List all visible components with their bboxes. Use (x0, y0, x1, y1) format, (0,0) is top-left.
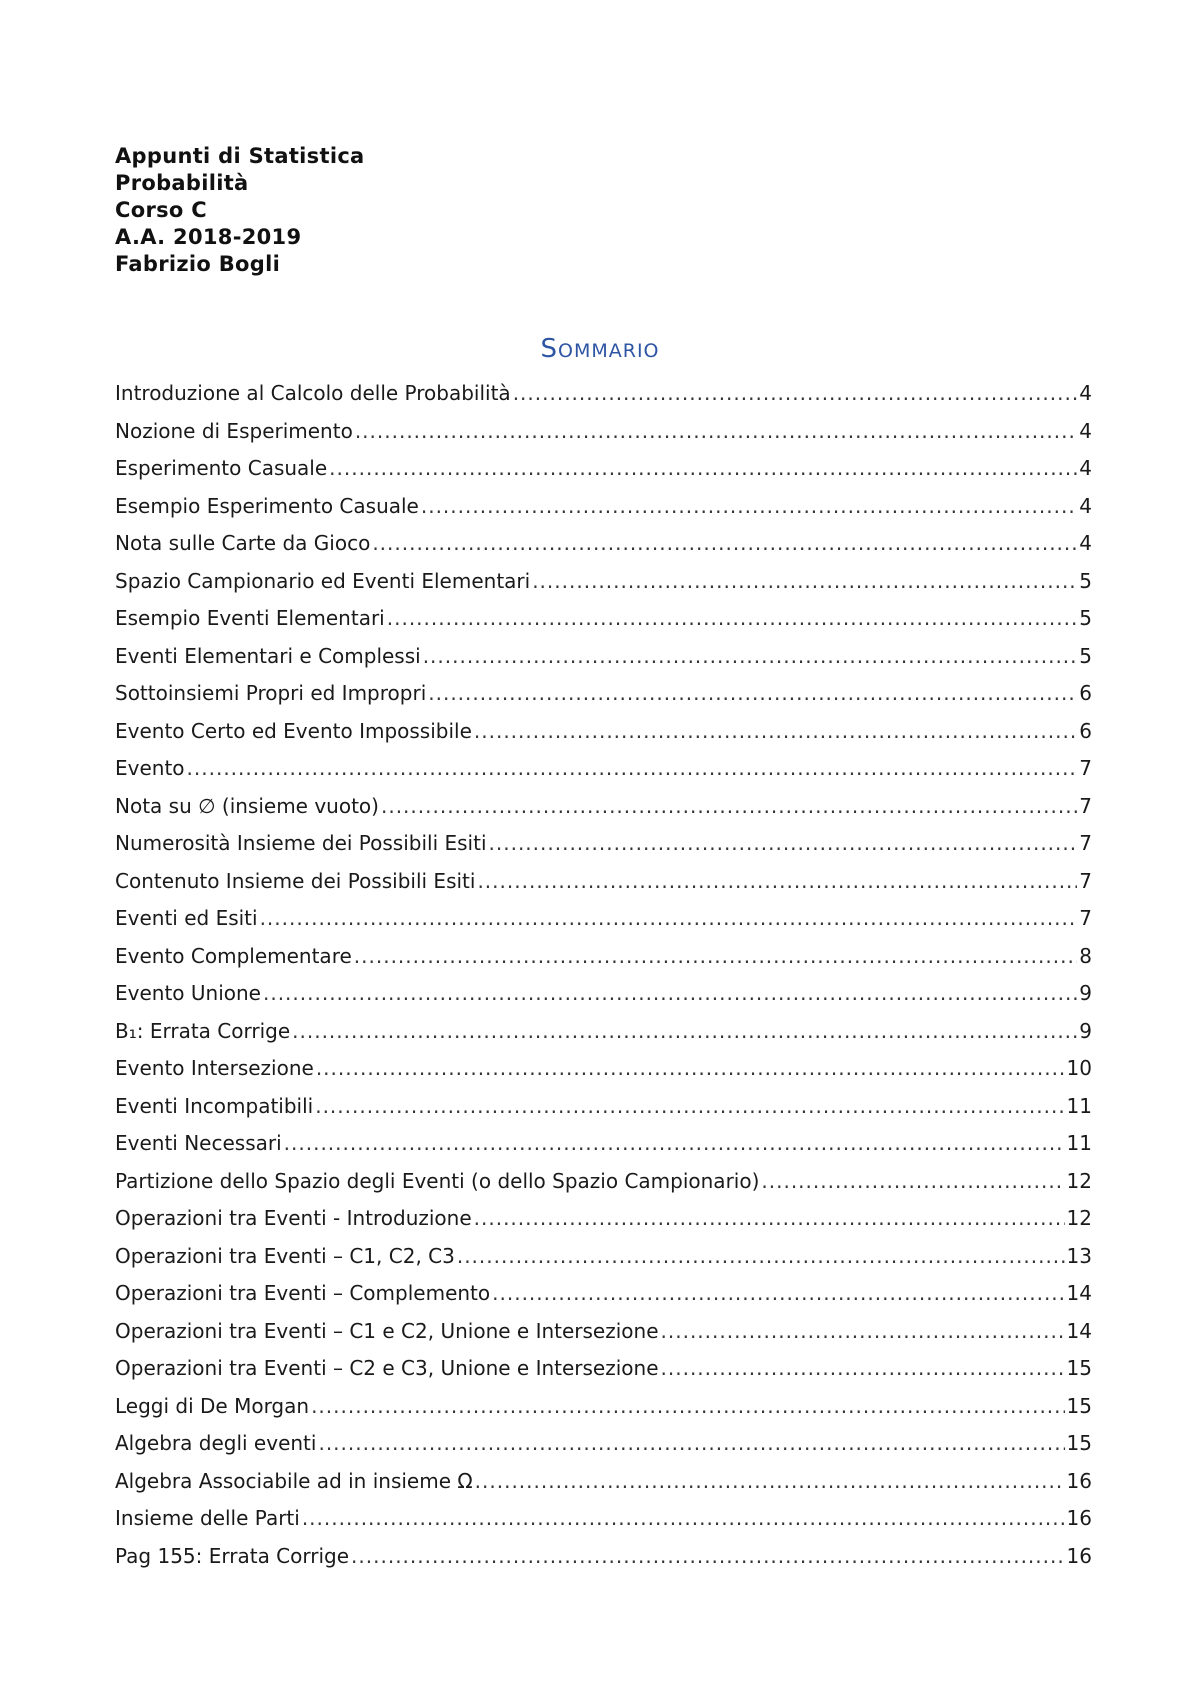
toc-entry-page[interactable]: 14 (1066, 1281, 1092, 1305)
toc-entry-page[interactable]: 7 (1079, 906, 1092, 930)
toc-entry-label[interactable]: Operazioni tra Eventi - Introduzione (115, 1206, 472, 1230)
toc-entry-label[interactable]: Evento Complementare (115, 943, 352, 968)
toc-entry-page[interactable]: 13 (1066, 1243, 1092, 1268)
toc-entry-label[interactable]: Operazioni tra Eventi – C1, C2, C3 (115, 1243, 455, 1268)
toc-entry[interactable] (115, 1019, 1092, 1057)
toc-dot-leader (421, 494, 1077, 518)
toc-dot-leader (761, 1169, 1064, 1193)
header-academic-year: A.A. 2018-2019 (115, 225, 302, 249)
toc-entry[interactable] (115, 1169, 1092, 1207)
toc-entry-label[interactable]: Operazioni tra Eventi – C1 e C2, Unione e Intersezione (115, 1318, 659, 1343)
toc-dot-leader (354, 944, 1077, 968)
toc-dot-leader (329, 456, 1077, 480)
toc-dot-leader (311, 1394, 1064, 1418)
toc-entry-page[interactable]: 14 (1066, 1318, 1092, 1343)
toc-entry-label[interactable]: B₁: Errata Corrige (115, 1018, 291, 1043)
header-author: Fabrizio Bogli (115, 252, 281, 276)
toc-entry-page[interactable]: 9 (1079, 1018, 1092, 1043)
toc-entry-page[interactable]: 4 (1079, 456, 1092, 480)
toc-entry-label[interactable]: Algebra degli eventi (115, 1431, 317, 1455)
toc-entry-label[interactable]: Insieme delle Parti (115, 1506, 300, 1530)
toc-entry-page[interactable]: 16 (1066, 1506, 1092, 1530)
toc-entry-label[interactable]: Nota su ∅ (insieme vuoto) (115, 793, 379, 818)
toc-entry-label[interactable]: Pag 155: Errata Corrige (115, 1543, 350, 1568)
toc-entry[interactable] (115, 494, 1092, 532)
toc-dot-leader (661, 1319, 1065, 1343)
toc-entry-page[interactable]: 16 (1066, 1543, 1092, 1568)
toc-title-rest: OMMARIO (558, 340, 660, 362)
toc-dot-leader (387, 606, 1078, 630)
toc-entry[interactable] (115, 419, 1092, 457)
toc-entry-page[interactable]: 4 (1079, 493, 1092, 518)
toc-entry-page[interactable]: 7 (1079, 756, 1092, 780)
toc-dot-leader (302, 1506, 1065, 1530)
toc-entry-page[interactable]: 15 (1066, 1393, 1092, 1418)
toc-entry-label[interactable]: Numerosità Insieme dei Possibili Esiti (115, 831, 487, 855)
toc-entry[interactable] (115, 644, 1092, 682)
toc-entry[interactable] (115, 794, 1092, 832)
toc-entry[interactable] (115, 606, 1092, 644)
toc-dot-leader (187, 756, 1078, 780)
toc-dot-leader (318, 1431, 1064, 1455)
toc-entry[interactable] (115, 1431, 1092, 1469)
toc-entry[interactable] (115, 569, 1092, 607)
header-topic: Probabilità (115, 171, 249, 195)
toc-entry-label[interactable]: Introduzione al Calcolo delle Probabilità (115, 381, 511, 405)
toc-entry[interactable] (115, 1469, 1092, 1507)
toc-dot-leader (492, 1281, 1064, 1305)
toc-title (0, 334, 1200, 364)
toc-entry[interactable] (115, 831, 1092, 869)
toc-entry[interactable] (115, 1094, 1092, 1132)
toc-entry-label[interactable]: Eventi Necessari (115, 1131, 282, 1155)
toc-entry[interactable] (115, 531, 1092, 569)
toc-entry-label[interactable]: Eventi Incompatibili (115, 1093, 314, 1118)
toc-dot-leader (381, 794, 1077, 818)
toc-dot-leader (457, 1244, 1065, 1268)
toc-entry-label[interactable]: Nota sulle Carte da Gioco (115, 531, 371, 555)
toc-entry-label[interactable]: Spazio Campionario ed Eventi Elementari (115, 568, 531, 593)
toc-entry[interactable] (115, 756, 1092, 794)
toc-entry[interactable] (115, 1394, 1092, 1432)
toc-entry-page[interactable]: 15 (1066, 1356, 1092, 1380)
toc-entry[interactable] (115, 1244, 1092, 1282)
toc-entry[interactable] (115, 1056, 1092, 1094)
toc-dot-leader (260, 906, 1078, 930)
toc-dot-leader (292, 1019, 1077, 1043)
toc-entry-label[interactable]: Partizione dello Spazio degli Eventi (o dello Spazio Campionario) (115, 1168, 760, 1193)
toc-entry[interactable] (115, 1319, 1092, 1357)
toc-dot-leader (661, 1356, 1065, 1380)
toc-entry-label[interactable]: Evento Certo ed Evento Impossibile (115, 718, 472, 743)
toc-entry-page[interactable]: 8 (1079, 943, 1092, 968)
toc-entry-page[interactable]: 16 (1066, 1468, 1092, 1493)
toc-entry-label[interactable]: Nozione di Esperimento (115, 418, 353, 443)
toc-entry-page[interactable]: 6 (1079, 681, 1092, 705)
toc-entry[interactable] (115, 1544, 1092, 1582)
toc-dot-leader (477, 869, 1077, 893)
toc-entry-label[interactable]: Esperimento Casuale (115, 456, 328, 480)
toc-entry-label[interactable]: Eventi Elementari e Complessi (115, 643, 421, 668)
toc-entry-page[interactable]: 4 (1079, 418, 1092, 443)
toc-entry[interactable] (115, 1206, 1092, 1244)
toc-entry-label[interactable]: Sottoinsiemi Propri ed Impropri (115, 681, 427, 705)
toc-dot-leader (315, 1094, 1064, 1118)
toc-entry-page[interactable]: 5 (1079, 606, 1092, 630)
toc-entry-page[interactable]: 6 (1079, 718, 1092, 743)
toc-entry-page[interactable]: 7 (1079, 831, 1092, 855)
toc-entry-page[interactable]: 9 (1079, 981, 1092, 1005)
toc-entry[interactable] (115, 719, 1092, 757)
toc-entry-page[interactable]: 7 (1079, 868, 1092, 893)
toc-dot-leader (513, 381, 1078, 405)
toc-entry[interactable] (115, 456, 1092, 494)
toc-entry[interactable] (115, 906, 1092, 944)
toc-entry-label[interactable]: Evento (115, 756, 185, 780)
toc-dot-leader (532, 569, 1077, 593)
toc-entry-page[interactable]: 11 (1066, 1131, 1092, 1155)
toc-dot-leader (263, 981, 1077, 1005)
toc-entry-label[interactable]: Evento Intersezione (115, 1056, 314, 1080)
toc-entry-label[interactable]: Evento Unione (115, 981, 261, 1005)
toc-entry-page[interactable]: 5 (1079, 568, 1092, 593)
header-course: Corso C (115, 198, 207, 222)
toc-entry-label[interactable]: Contenuto Insieme dei Possibili Esiti (115, 868, 476, 893)
toc-entry-label[interactable]: Algebra Associabile ad in insieme Ω (115, 1468, 473, 1493)
toc-dot-leader (423, 644, 1078, 668)
toc-entry-page[interactable]: 11 (1066, 1093, 1092, 1118)
toc-entry[interactable] (115, 944, 1092, 982)
toc-dot-leader (372, 531, 1077, 555)
table-of-contents (115, 381, 1092, 1581)
toc-dot-leader (428, 681, 1077, 705)
toc-dot-leader (474, 719, 1077, 743)
header-course-title: Appunti di Statistica (115, 144, 365, 168)
toc-entry[interactable] (115, 1281, 1092, 1319)
toc-dot-leader (316, 1056, 1065, 1080)
toc-dot-leader (489, 831, 1078, 855)
toc-entry[interactable] (115, 1131, 1092, 1169)
toc-entry[interactable] (115, 869, 1092, 907)
toc-entry-label[interactable]: Operazioni tra Eventi – C2 e C3, Unione e Intersezione (115, 1356, 659, 1380)
toc-entry[interactable] (115, 1356, 1092, 1394)
toc-entry-label[interactable]: Leggi di De Morgan (115, 1393, 310, 1418)
toc-entry-page[interactable]: 4 (1079, 531, 1092, 555)
toc-entry-page[interactable]: 12 (1066, 1206, 1092, 1230)
toc-entry-page[interactable]: 5 (1079, 643, 1092, 668)
toc-dot-leader (284, 1131, 1065, 1155)
toc-entry[interactable] (115, 681, 1092, 719)
toc-entry[interactable] (115, 981, 1092, 1019)
toc-entry[interactable] (115, 1506, 1092, 1544)
toc-entry-page[interactable]: 4 (1079, 381, 1092, 405)
toc-dot-leader (475, 1469, 1065, 1493)
toc-dot-leader (474, 1206, 1065, 1230)
toc-title-initial: S (540, 334, 558, 364)
toc-entry-label[interactable]: Eventi ed Esiti (115, 906, 258, 930)
toc-entry-page[interactable]: 15 (1066, 1431, 1092, 1455)
toc-entry-page[interactable]: 10 (1066, 1056, 1092, 1080)
toc-entry[interactable] (115, 381, 1092, 419)
toc-entry-label[interactable]: Esempio Eventi Elementari (115, 606, 385, 630)
toc-dot-leader (351, 1544, 1065, 1568)
toc-entry-label[interactable]: Esempio Esperimento Casuale (115, 493, 419, 518)
document-header (115, 143, 365, 278)
toc-entry-page[interactable]: 12 (1066, 1168, 1092, 1193)
toc-entry-label[interactable]: Operazioni tra Eventi – Complemento (115, 1281, 491, 1305)
toc-dot-leader (355, 419, 1077, 443)
toc-entry-page[interactable]: 7 (1079, 793, 1092, 818)
